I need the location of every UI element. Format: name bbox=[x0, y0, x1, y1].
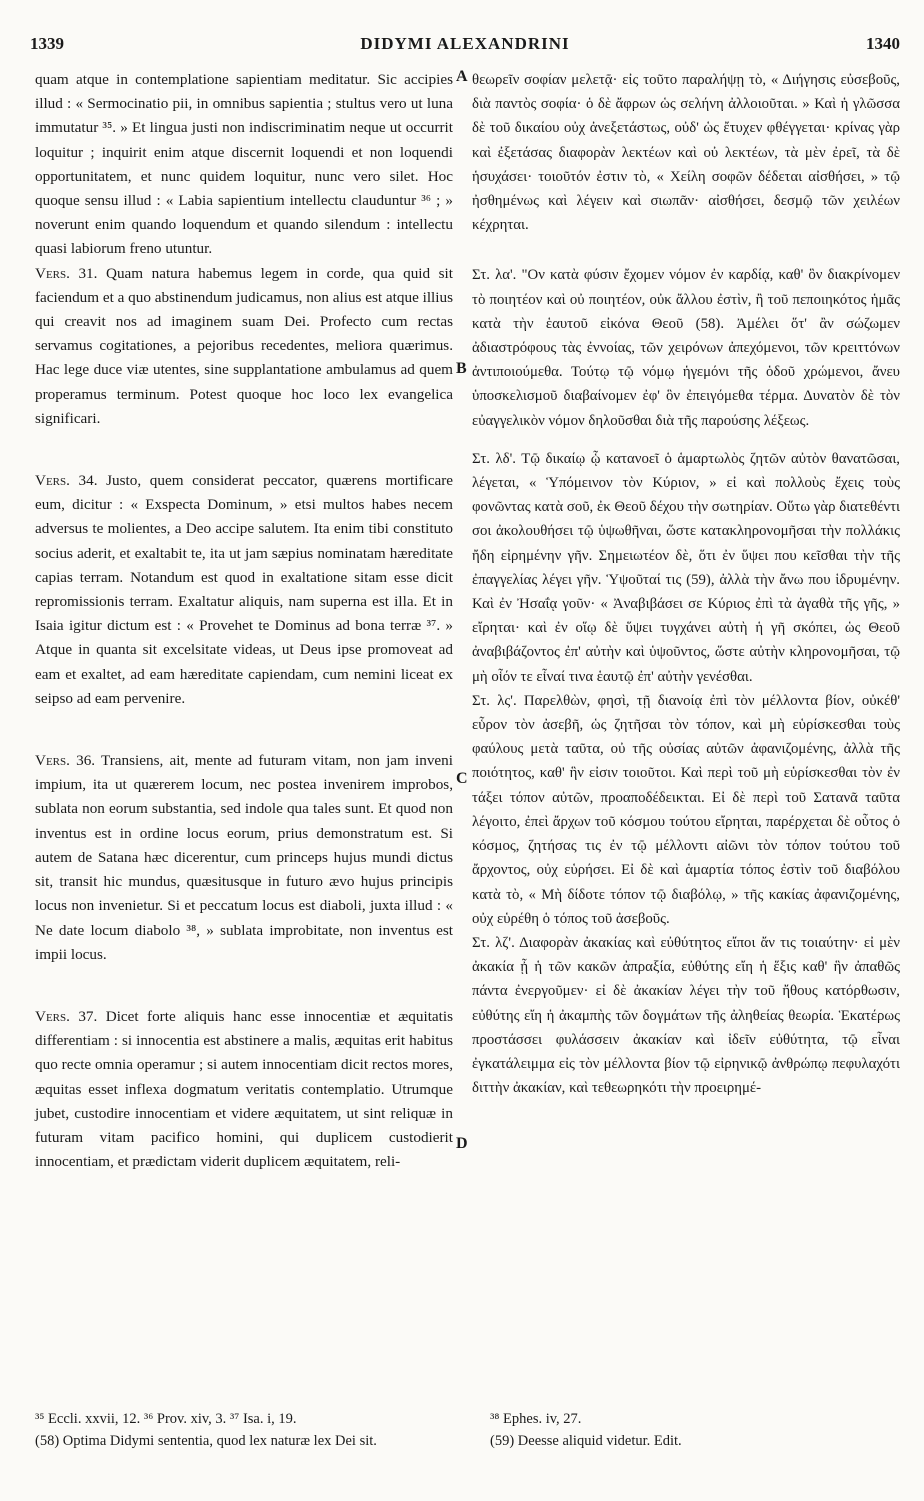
running-title: DIDYMI ALEXANDRINI bbox=[360, 34, 570, 53]
verse-text: Transiens, ait, mente ad futuram vitam, non jam inveni impium, ita ut quærerem locum, nec postea invenirem improbos, sublata non eorum substantia, sed indole qua tales sunt. Et quod non inventus est in ordine locus eorum, prius demonstratum est. Si autem de Satana hæc dicerentur, cum princeps hujus mundi dictus sit, transit hic mundus, quæsitusque in futuro ævo hujus principis locus non invenietur. Si et peccatum locus est diaboli, juxta illud : « Ne date locum diabolo ³⁸, » sublata improbitate, non inventus est impii locus. bbox=[35, 752, 453, 963]
footnote-58: (58) Optima Didymi sententia, quod lex naturæ lex Dei sit. bbox=[35, 1433, 377, 1449]
margin-letter-c: C bbox=[456, 770, 468, 787]
vers-label: Vers. 37. bbox=[35, 1007, 98, 1025]
st-label: Στ. λς'. bbox=[472, 692, 517, 709]
latin-para-1: quam atque in contemplatione sapientiam meditatur. Sic accipies illud : « Sermocinatio pii, in omnibus sapientia ; stultus vero ut luna immutatur ³⁵. » Et lingua justi non indiscriminatim neque ut occurrit loquitur ; inquirit enim atque discernit loquendi et non loquendi opportunitatem, et nunc quidem loquitur, nunc vero silet. Hoc quoque sensu illud : « Labia sapientium intellectu clauduntur ³⁶ ; » noverunt enim quando loquendum et quando silendum : intellectu quasi labiorum freno utuntur. bbox=[35, 71, 453, 258]
st-label: Στ. λζ'. bbox=[472, 934, 515, 951]
verse-text: Justo, quem considerat peccator, quærens mortificare eum, dicitur : « Exspecta Dominum, » etsi multos habes necem adversus te molientes, a Deo accipe salutem. Ita enim tibi constituto socius aderit, et exaltabit te, ita ut jam sæpius nominatam hæreditate capias terram. Notandum est quod in exaltatione sitam esse dicit repromissionis terram. Exaltatur aliquis, nam superna est illa. Et in Isaia igitur dictum est : « Provehet te Dominus ad bona terræ ³⁷. » Atque in quanta sit excelsitate videas, ut Deus ipse promoveat ad eam et exaltet, ad eam hæreditate capiendam, cum nemini liceat ex seipso ad eam pervenire. bbox=[35, 472, 453, 707]
st-label: Στ. λα'. bbox=[472, 267, 517, 284]
verse-text: Τῷ δικαίῳ ᾧ κατανοεῖ ὁ ἁμαρτωλὸς ζητῶν αὐτὸν θανατῶσαι, λέγεται, « Ὑπόμεινον τὸν Κύριον, » εἰ καὶ πολλοὺς ἔχεις τοὺς φονῶντας κατὰ σοῦ, ἐκ Θεοῦ δέχου τὴν σωτηρίαν. Οὕτω γὰρ διατεθέντι σοι ἀκολουθήσει τῷ ὑψωθῆναι, ὥστε κατακληρονομῆσαι τὴν πολλάκις ἤδη εἰρημένην γῆν. Σημειωτέον δὲ, ὅτι ἐν ὕψει που κεῖσθαι τὴν τῆς ἐπαγγελίας λέγει γῆν. Ὑψοῦταί τις (59), ἀλλὰ τὴν ἄνω που ἱδρυμένην. Καὶ ἐν Ἠσαΐᾳ γοῦν· « Ἀναβιβάσει σε Κύριος ἐπὶ τὰ ἀγαθὰ τῆς γῆς, » εἴρηται· καὶ ἐν οἵῳ δὲ ὕψει τυγχάνει αὐτὴ ἡ γῆ σκόπει, ὡς Θεοῦ ἀναβιβάζοντος ἐπ' αὐτὴν καὶ ὑψοῦντος, ὥστε αὐτὴν κληρονομῆσαι, τῷ μὴ οἷόν τε εἶναί τινα ἑαυτῷ ἐπ' αὐτὴν γενέσθαι. bbox=[472, 450, 901, 685]
greek-st-37 bbox=[472, 931, 900, 1100]
margin-letter-a: A bbox=[456, 68, 468, 85]
verse-text: Dicet forte aliquis hanc esse innocentiæ et æquitatis differentiam : si innocentia est abstinere a malis, æquitas erit habitus quo recte omnia operamur ; si autem innocentiam dicit rectos mores, æquitas esset inflexa dogmatum veritatis contemplatio. Utrumque jubet, custodire innocentiam et videre æquitatem, ut sint reliquæ in futuram vitam pacifico homini, qui duplicem custodierit innocentiam, et prædictam viderit duplicem æquitatem, reli- bbox=[35, 1007, 453, 1171]
page-number-left: 1339 bbox=[30, 34, 64, 53]
greek-st-31 bbox=[472, 263, 900, 432]
vers-label: Vers. 34. bbox=[35, 472, 98, 490]
margin-letter-b: B bbox=[456, 360, 467, 377]
latin-column bbox=[35, 68, 453, 1174]
greek-footnotes bbox=[490, 1408, 900, 1452]
latin-vers-36 bbox=[35, 749, 453, 967]
latin-vers-37 bbox=[35, 1005, 453, 1174]
verse-text: Παρελθὼν, φησὶ, τῇ διανοίᾳ ἐπὶ τὸν μέλλοντα βίον, οὐκέθ' εὗρον τὸν ἀσεβῆ, ὡς ζητῆσαι τὸν τόπον, καὶ μὴ εὑρίσκεσθαι τοὺς φαύλους μετὰ ταῦτα, οὐ τῆς οὐσίας αὐτῶν ἀφανιζομένης, ἀλλὰ τῆς ποιότητος, καθ' ἣν εἰσιν τοιοῦτοι. Καὶ περὶ τοῦ μὴ εὑρίσκεσθαι τὸν ἐν τάξει τόπον αὐτῶν, προαποδέδεικται. Εἰ δὲ περὶ τοῦ Σατανᾶ ταῦτα λέγοιτο, ἐπεὶ ἄρχων τοῦ κόσμου τούτου εἴρηται, παρέρχεται δὲ οὗτος ὁ κόσμος, ζητήσας τις ἐν τῷ μέλλοντι αἰῶνι τὸν τόπον τούτου τοῦ ἄρχοντος, οὐχ εὑρήσει. Εἰ δὲ καὶ ἁμαρτία τόπος ἐστὶν τοῦ διαβόλου κατὰ τὸ, « Μὴ δίδοτε τόπον τῷ διαβόλῳ, » τῆς κακίας ἀφανιζομένης, οὐχ εὑρέθη ὁ τόπος τοῦ ἀσεβοῦς. bbox=[472, 692, 900, 927]
greek-para-1: θεωρεῖν σοφίαν μελετᾷ· εἰς τοῦτο παραλήψῃ τὸ, « Διήγησις εὐσεβοῦς, διὰ παντὸς σοφία· ὁ δὲ ἄφρων ὡς σελήνη ἀλλοιοῦται. » Καὶ ἡ γλῶσσα δὲ τοῦ δικαίου οὐχ ἀνεξετάστως, οὐδ' ὡς ἔτυχεν φθέγγεται· κρίνας γὰρ καὶ ἐξετάσας διαφορὰν λεκτέων καὶ οὐ λεκτέων, τὰ μὲν ἐρεῖ, τὰ δὲ ἡσυχάσει· τοιοῦτόν ἐστιν τὸ, « Χείλη σοφῶν δέδεται αἰσθήσει, » τῷ ἠσθημένως καὶ λέγειν καὶ σιωπᾶν· αἰσθήσει, δεσμῷ τῶν χειλέων κέχρηται. bbox=[472, 72, 900, 234]
verse-text: "Ον κατὰ φύσιν ἔχομεν νόμον ἐν καρδίᾳ, καθ' ὃν διακρίνομεν τὸ ποιητέον καὶ οὐ ποιητέον, οὐκ ἄλλου ἐστὶν, ἢ τοῦ πεποιηκότος ἡμᾶς κατὰ τὴν ἑαυτοῦ εἰκόνα Θεοῦ (58). Ἀμέλει ὅτ' ἂν σώζωμεν ἀδιαστρόφους τὰς ἐννοίας, τῶν χειρόνων ἀπεχόμενοι, τῶν κρειττόνων ἀντιποιούμεθα. Τούτῳ τῷ νόμῳ ἡγεμόνι τῆς ὁδοῦ χρώμενοι, ἄνευ ὑποσκελισμοῦ διαβαίνομεν ἐφ' ὃν ἐπειγόμεθα τέρμα. Δυνατὸν δὲ τὸν εὐαγγελικὸν νόμον δηλοῦσθαι διὰ τῆς παρούσης λέξεως. bbox=[472, 267, 901, 429]
greek-st-36 bbox=[472, 689, 900, 931]
page-number-right: 1340 bbox=[866, 34, 900, 53]
vers-label: Vers. 31. bbox=[35, 264, 98, 282]
vers-label: Vers. 36. bbox=[35, 752, 96, 770]
verse-text: Quam natura habemus legem in corde, qua quid sit faciendum et a quo abstinendum judicamus, non alius est atque illius qui creavit nos ad imaginem suam Dei. Profecto cum rectas servamus cogitationes, a pejoribus recedentes, meliora quærimus. Hac lege duce viæ utentes, sine supplantatione ambulamus ad quem properamus terminum. Potest quoque hoc loco lex evangelica significari. bbox=[35, 264, 453, 427]
st-label: Στ. λδ'. bbox=[472, 450, 516, 467]
margin-letter-d: D bbox=[456, 1135, 468, 1152]
page-header bbox=[30, 34, 900, 60]
verse-text: Διαφορὰν ἀκακίας καὶ εὐθύτητος εἴποι ἄν τις τοιαύτην· εἰ μὲν ἀκακία ᾖ ἡ τῶν κακῶν ἀπραξία, εὐθύτης εἴη ἡ ἕξις καθ' ἣν ἀπαθῶς πάντα ἐνεργοῦμεν· εἰ δὲ ἀκακίαν λέγει τὴν τοῦ ἤθους κατόρθωσιν, εὐθύτης εἴη ἡ ἀκαμπὴς τῶν δογμάτων τῆς ἀληθείας θεωρία. Ἑκατέρως προστάσσει φυλάσσειν ἀκακίαν καὶ ἰδεῖν εὐθύτητα, τῷ εἶναι ἐγκατάλειμμα εἰς τὸν μέλλοντα βίον τῷ εἰρηνικῷ ἀνθρώπῳ πεφυλαχότι διττὴν ἀκακίαν, καὶ τεθεωρηκότι τὴν προειρημέ- bbox=[472, 934, 900, 1097]
greek-st-34 bbox=[472, 447, 900, 689]
greek-column bbox=[472, 68, 900, 1100]
footnote-38: ³⁸ Ephes. iv, 27. bbox=[490, 1411, 582, 1427]
footnote-59: (59) Deesse aliquid videtur. Edit. bbox=[490, 1433, 682, 1449]
latin-vers-31 bbox=[35, 262, 453, 431]
latin-vers-34 bbox=[35, 469, 453, 711]
latin-footnotes bbox=[35, 1408, 465, 1452]
footnote-refs: ³⁵ Eccli. xxvii, 12. ³⁶ Prov. xiv, 3. ³⁷ Isa. i, 19. bbox=[35, 1411, 297, 1427]
